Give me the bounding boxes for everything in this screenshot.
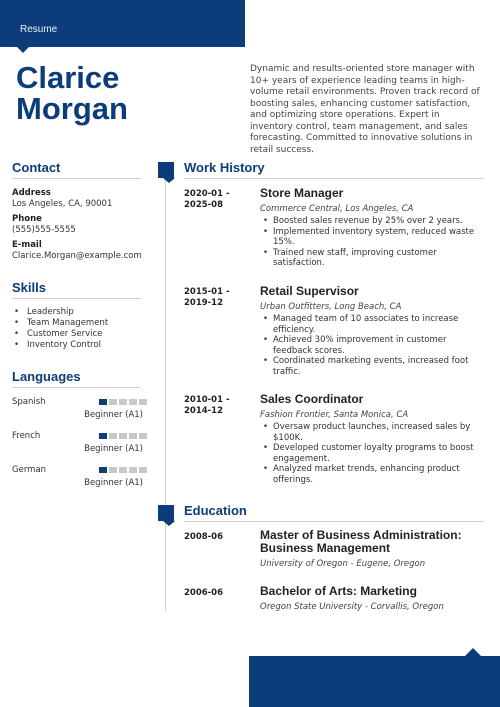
language-level: Beginner (A1): [84, 410, 143, 420]
timeline-line: [165, 168, 166, 611]
contact-email: [12, 240, 142, 262]
rating-segment: [139, 399, 147, 405]
contact-phone: [12, 214, 76, 236]
job-bullet: • Coordinated marketing events, increased foot traffic.: [260, 356, 484, 377]
language-level: Beginner (A1): [84, 478, 143, 488]
job-role: Sales Coordinator: [260, 392, 364, 406]
education-divider: [184, 521, 484, 522]
rating-segment: [109, 399, 117, 405]
education-school: University of Oregon - Eugene, Oregon: [260, 559, 426, 569]
job-body: [260, 186, 484, 269]
job-company: Commerce Central, Los Angeles, CA: [260, 204, 414, 214]
rating-segment: [99, 399, 107, 405]
resume-label: Resume: [20, 24, 58, 35]
language-name: French: [12, 431, 41, 441]
work-flag-icon: [158, 162, 174, 178]
rating-segment: [119, 399, 127, 405]
language-name: German: [12, 465, 47, 475]
education-title: Education: [184, 503, 247, 518]
job-start: 2020-01 -: [184, 189, 230, 199]
work-history-divider: [184, 178, 484, 179]
job-bullets: [260, 314, 484, 377]
language-name: Spanish: [12, 397, 46, 407]
rating-segment: [119, 433, 127, 439]
education-degree: [260, 529, 484, 555]
language-german: [12, 465, 143, 495]
language-rating: [99, 399, 147, 405]
language-rating: [99, 467, 147, 473]
footer-block: [249, 656, 500, 707]
degree-separator: :: [352, 584, 357, 598]
candidate-name: [16, 62, 128, 124]
rating-segment: [129, 399, 137, 405]
degree-name: Master of Business Administration: [260, 528, 458, 542]
job-body: [260, 392, 484, 485]
job-start: 2015-01 -: [184, 287, 230, 297]
rating-segment: [139, 433, 147, 439]
phone-label: Phone: [12, 214, 42, 224]
rating-segment: [99, 467, 107, 473]
address-label: Address: [12, 188, 51, 198]
rating-segment: [99, 433, 107, 439]
skill-item: • Inventory Control: [12, 340, 108, 351]
education-flag-icon: [158, 505, 174, 521]
rating-segment: [129, 467, 137, 473]
job-bullet: • Boosted sales revenue by 25% over 2 years.: [260, 216, 484, 227]
job-bullet: • Oversaw product launches, increased sales by $100K.: [260, 422, 484, 443]
contact-divider: [12, 178, 141, 179]
contact-address: [12, 188, 112, 210]
work-history-title: Work History: [184, 160, 265, 175]
job-dates: [184, 395, 246, 417]
skill-item: • Leadership: [12, 307, 108, 318]
job-end: 2019-12: [184, 298, 224, 308]
degree-field: Business Management: [260, 541, 391, 555]
job-end: 2025-08: [184, 200, 224, 210]
skills-divider: [12, 298, 141, 299]
footer-notch: [465, 648, 481, 656]
languages-divider: [12, 387, 141, 388]
degree-separator: :: [457, 528, 462, 542]
header-banner: [0, 0, 245, 47]
name-last: Morgan: [16, 91, 128, 126]
job-dates: [184, 287, 246, 309]
job-bullets: [260, 422, 484, 485]
education-degree: [260, 585, 484, 598]
skill-item: • Customer Service: [12, 329, 108, 340]
address-value: Los Angeles, CA, 90001: [12, 199, 113, 209]
job-bullet: • Developed customer loyalty programs to boost engagement.: [260, 443, 484, 464]
degree-name: Bachelor of Arts: [260, 584, 353, 598]
skill-item: • Team Management: [12, 318, 108, 329]
skills-list: [12, 307, 108, 351]
education-school: Oregon State University - Corvallis, Oregon: [260, 602, 444, 612]
job-dates: [184, 189, 246, 211]
job-bullet: • Analyzed market trends, enhancing product offerings.: [260, 464, 484, 485]
email-value[interactable]: Clarice.Morgan@example.com: [12, 251, 142, 261]
job-bullet: • Managed team of 10 associates to increase efficiency.: [260, 314, 484, 335]
education-date: 2006-06: [184, 588, 224, 598]
language-french: [12, 431, 143, 461]
education-date: 2008-06: [184, 532, 224, 542]
job-body: [260, 284, 484, 377]
rating-segment: [109, 467, 117, 473]
phone-value: (555)555-5555: [12, 225, 76, 235]
job-role: Store Manager: [260, 186, 344, 200]
banner-notch: [17, 47, 29, 53]
degree-field: Marketing: [360, 584, 417, 598]
job-company: Fashion Frontier, Santa Monica, CA: [260, 410, 409, 420]
profile-summary: Dynamic and results-oriented store manager with 10+ years of experience leading teams in high-volume retail environments. Proven track record of boosting sales, enhancing customer satisfaction, and optimizing store operations. Expert in inventory control, team management, and sales forecasting. Committed to innovative solutions in retail success.: [250, 64, 480, 155]
job-end: 2014-12: [184, 406, 224, 416]
job-bullets: [260, 216, 484, 269]
email-label: E-mail: [12, 240, 42, 250]
job-bullet: • Trained new staff, improving customer satisfaction.: [260, 248, 484, 269]
skills-title: Skills: [12, 280, 46, 295]
job-role: Retail Supervisor: [260, 284, 359, 298]
rating-segment: [109, 433, 117, 439]
job-company: Urban Outfitters, Long Beach, CA: [260, 302, 402, 312]
languages-title: Languages: [12, 369, 81, 384]
job-bullet: • Achieved 30% improvement in customer feedback scores.: [260, 335, 484, 356]
language-spanish: [12, 397, 143, 427]
contact-title: Contact: [12, 160, 61, 175]
education-body: [260, 585, 484, 612]
job-bullet: • Implemented inventory system, reduced waste 15%.: [260, 227, 484, 248]
language-rating: [99, 433, 147, 439]
education-body: [260, 529, 484, 569]
language-level: Beginner (A1): [84, 444, 143, 454]
name-first: Clarice: [16, 60, 120, 95]
rating-segment: [119, 467, 127, 473]
rating-segment: [129, 433, 137, 439]
job-start: 2010-01 -: [184, 395, 230, 405]
rating-segment: [139, 467, 147, 473]
